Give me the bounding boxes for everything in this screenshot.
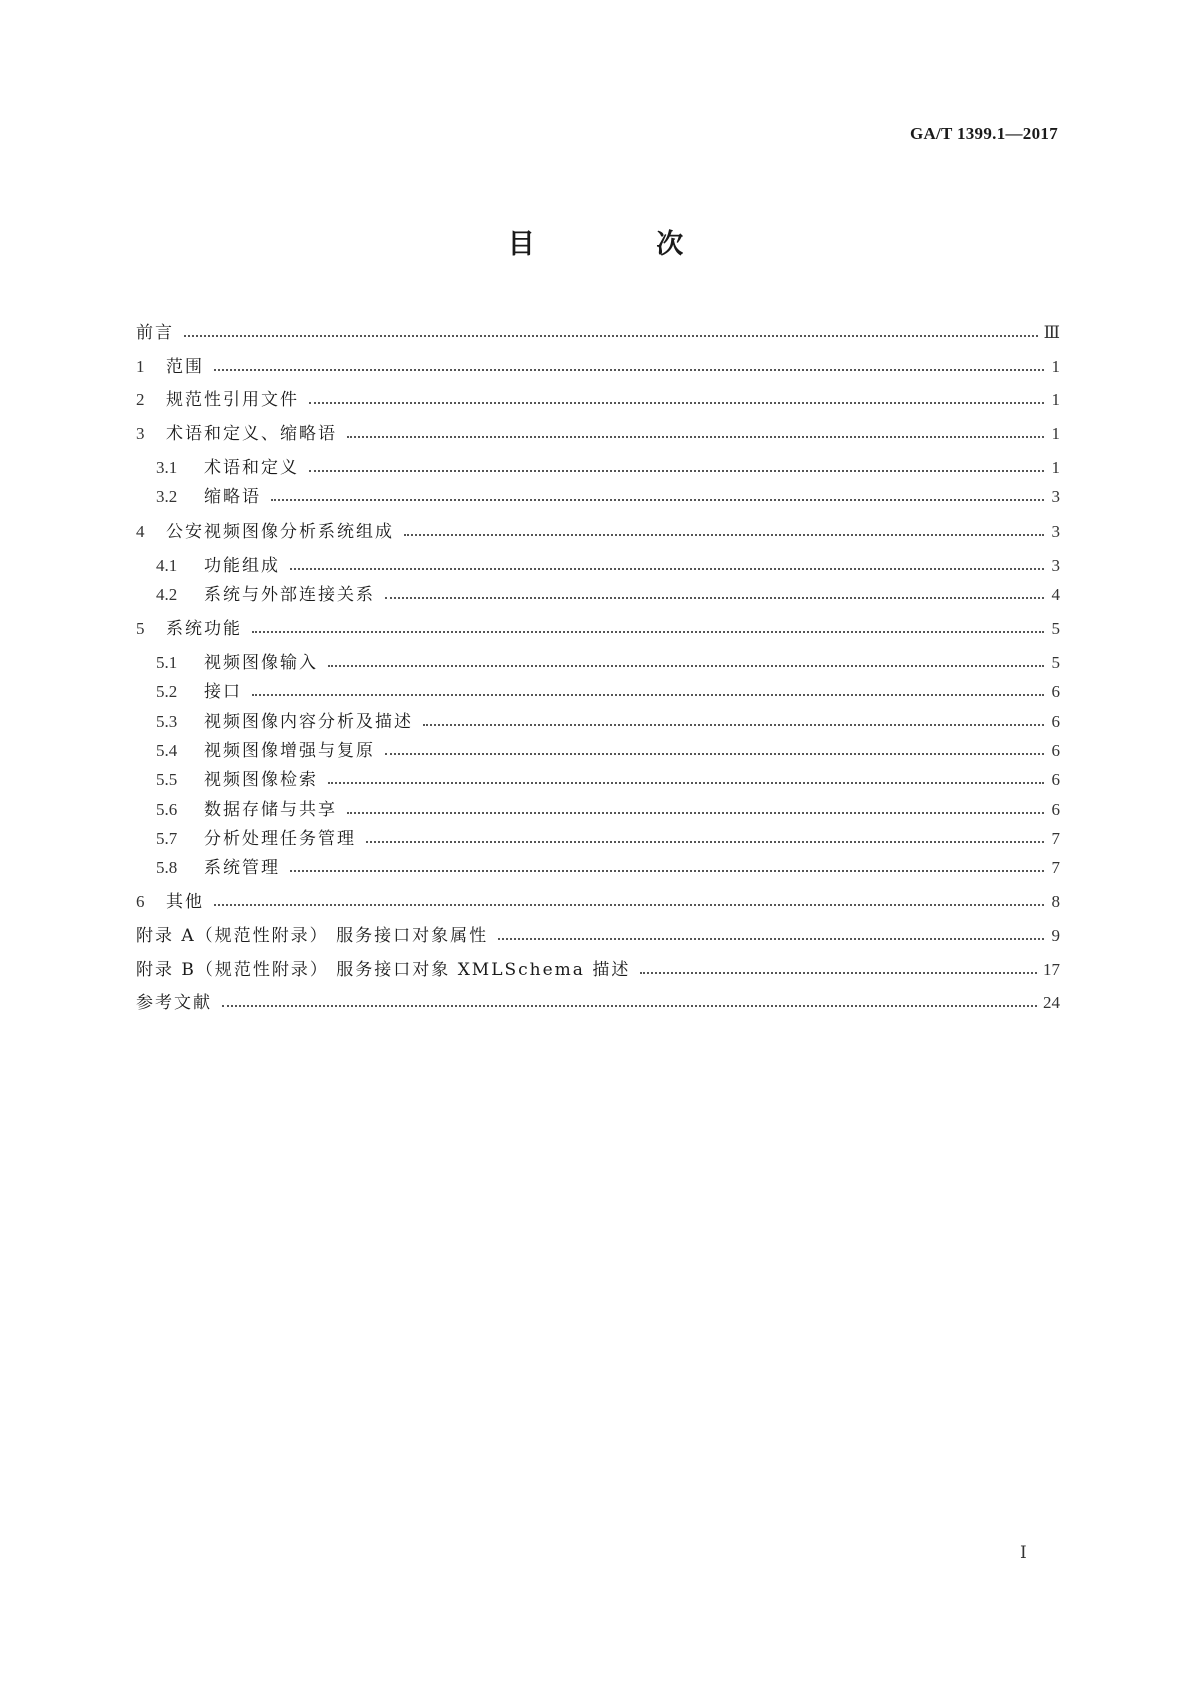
- toc-entry[interactable]: [136, 891, 1060, 913]
- toc-entry[interactable]: [136, 769, 1060, 791]
- toc-entry-page: 8: [1051, 892, 1060, 911]
- toc-entry-number: 4.2: [156, 585, 178, 604]
- toc-entry-label: 附录 A（规范性附录） 服务接口对象属性: [136, 926, 489, 946]
- dot-leader: [252, 631, 1044, 633]
- toc-entry-page: 5: [1051, 653, 1060, 672]
- toc-entry[interactable]: [136, 356, 1060, 378]
- toc-entry[interactable]: [136, 799, 1060, 821]
- dot-leader: [290, 870, 1044, 872]
- toc-entry-label: 视频图像检索: [204, 770, 318, 790]
- toc-entry-label: 缩略语: [204, 487, 261, 507]
- dot-leader: [222, 1005, 1037, 1007]
- page-number: Ⅰ: [1020, 1543, 1027, 1562]
- toc-entry-number: 3.2: [156, 487, 178, 506]
- toc-entry-page: 1: [1051, 357, 1060, 376]
- toc-entry[interactable]: [136, 486, 1060, 508]
- toc-entry-number: 5.2: [156, 682, 178, 701]
- dot-leader: [328, 782, 1044, 784]
- toc-entry[interactable]: [136, 322, 1060, 344]
- toc-entry-page: 3: [1051, 487, 1060, 506]
- dot-leader: [347, 812, 1044, 814]
- toc-entry[interactable]: [136, 555, 1060, 577]
- toc-entry-number: 6: [136, 892, 145, 911]
- toc-entry-label: 接口: [204, 682, 242, 702]
- toc-title: 目 次: [507, 229, 740, 260]
- toc-entry-page: 7: [1051, 858, 1060, 877]
- dot-leader: [366, 841, 1044, 843]
- toc-entry[interactable]: [136, 652, 1060, 674]
- dot-leader: [640, 972, 1037, 974]
- toc-entry-page: 6: [1051, 800, 1060, 819]
- toc-entry-label: 视频图像输入: [204, 653, 318, 673]
- toc-entry[interactable]: [136, 959, 1060, 981]
- toc-entry-page: 6: [1051, 712, 1060, 731]
- toc-entry-number: 5.4: [156, 741, 178, 760]
- dot-leader: [328, 665, 1044, 667]
- toc-entry-number: 4.1: [156, 556, 178, 575]
- toc-entry-label: 附录 B（规范性附录） 服务接口对象 XMLSchema 描述: [136, 960, 631, 980]
- toc-entry[interactable]: [136, 740, 1060, 762]
- toc-entry-number: 3.1: [156, 458, 178, 477]
- toc-entry-label: 公安视频图像分析系统组成: [166, 522, 394, 542]
- dot-leader: [271, 499, 1044, 501]
- toc-entry-number: 1: [136, 357, 145, 376]
- dot-leader: [404, 534, 1044, 536]
- toc-entry-label: 视频图像内容分析及描述: [204, 712, 413, 732]
- toc-entry-page: 1: [1051, 424, 1060, 443]
- toc-entry-label: 其他: [166, 892, 204, 912]
- document-code: GA/T 1399.1—2017: [909, 124, 1058, 143]
- toc-entry-number: 3: [136, 424, 145, 443]
- toc-entry-page: 9: [1051, 926, 1060, 945]
- toc-entry-page: 24: [1043, 993, 1060, 1012]
- toc-entry-number: 5: [136, 619, 145, 638]
- toc-entry[interactable]: [136, 828, 1060, 850]
- toc-entry-page: 6: [1051, 770, 1060, 789]
- toc-entry-label: 前言: [136, 323, 174, 343]
- toc-entry-label: 系统管理: [204, 858, 280, 878]
- toc-entry-label: 视频图像增强与复原: [204, 741, 375, 761]
- toc-entry-label: 规范性引用文件: [166, 390, 299, 410]
- toc-entry-number: 2: [136, 390, 145, 409]
- toc-entry-number: 5.7: [156, 829, 178, 848]
- toc-entry-page: 6: [1051, 682, 1060, 701]
- toc-entry-page: 7: [1051, 829, 1060, 848]
- toc-entry-label: 术语和定义、缩略语: [166, 424, 337, 444]
- toc-entry-number: 5.1: [156, 653, 178, 672]
- dot-leader: [184, 335, 1038, 337]
- toc-entry-page: 4: [1051, 585, 1060, 604]
- dot-leader: [214, 904, 1044, 906]
- toc-entry-page: 1: [1051, 458, 1060, 477]
- toc-entry-page: 17: [1043, 960, 1060, 979]
- dot-leader: [498, 938, 1044, 940]
- toc-entry-label: 分析处理任务管理: [204, 829, 356, 849]
- toc-entry-page: 5: [1051, 619, 1060, 638]
- toc-entry[interactable]: [136, 925, 1060, 947]
- toc-entry-page: 1: [1051, 390, 1060, 409]
- toc-entry-label: 系统功能: [166, 619, 242, 639]
- dot-leader: [214, 369, 1044, 371]
- toc-entry-label: 数据存储与共享: [204, 800, 337, 820]
- toc-entry-page: Ⅲ: [1043, 323, 1060, 342]
- dot-leader: [385, 597, 1044, 599]
- toc-entry-label: 功能组成: [204, 556, 280, 576]
- toc-entry[interactable]: [136, 423, 1060, 445]
- toc-entry[interactable]: [136, 521, 1060, 543]
- toc-entry-page: 6: [1051, 741, 1060, 760]
- toc-entry-number: 5.5: [156, 770, 178, 789]
- toc-entry-label: 术语和定义: [204, 458, 299, 478]
- toc-entry[interactable]: [136, 711, 1060, 733]
- toc-entry-number: 5.8: [156, 858, 178, 877]
- toc-entry-number: 5.6: [156, 800, 178, 819]
- dot-leader: [290, 568, 1044, 570]
- toc-entry-label: 范围: [166, 357, 204, 377]
- dot-leader: [309, 402, 1044, 404]
- toc-entry[interactable]: [136, 857, 1060, 879]
- toc-entry-label: 参考文献: [136, 993, 212, 1013]
- toc-entry-page: 3: [1051, 522, 1060, 541]
- toc-entry[interactable]: [136, 618, 1060, 640]
- toc-entry[interactable]: [136, 584, 1060, 606]
- dot-leader: [252, 694, 1044, 696]
- toc-entry[interactable]: [136, 389, 1060, 411]
- toc-entry-label: 系统与外部连接关系: [204, 585, 375, 605]
- dot-leader: [347, 436, 1044, 438]
- toc-entry-page: 3: [1051, 556, 1060, 575]
- toc-entry[interactable]: [136, 681, 1060, 703]
- dot-leader: [385, 753, 1044, 755]
- dot-leader: [423, 724, 1044, 726]
- toc-entry-number: 4: [136, 522, 145, 541]
- toc-entry-number: 5.3: [156, 712, 178, 731]
- dot-leader: [309, 470, 1044, 472]
- toc-entry[interactable]: [136, 457, 1060, 479]
- toc-entry[interactable]: [136, 992, 1060, 1014]
